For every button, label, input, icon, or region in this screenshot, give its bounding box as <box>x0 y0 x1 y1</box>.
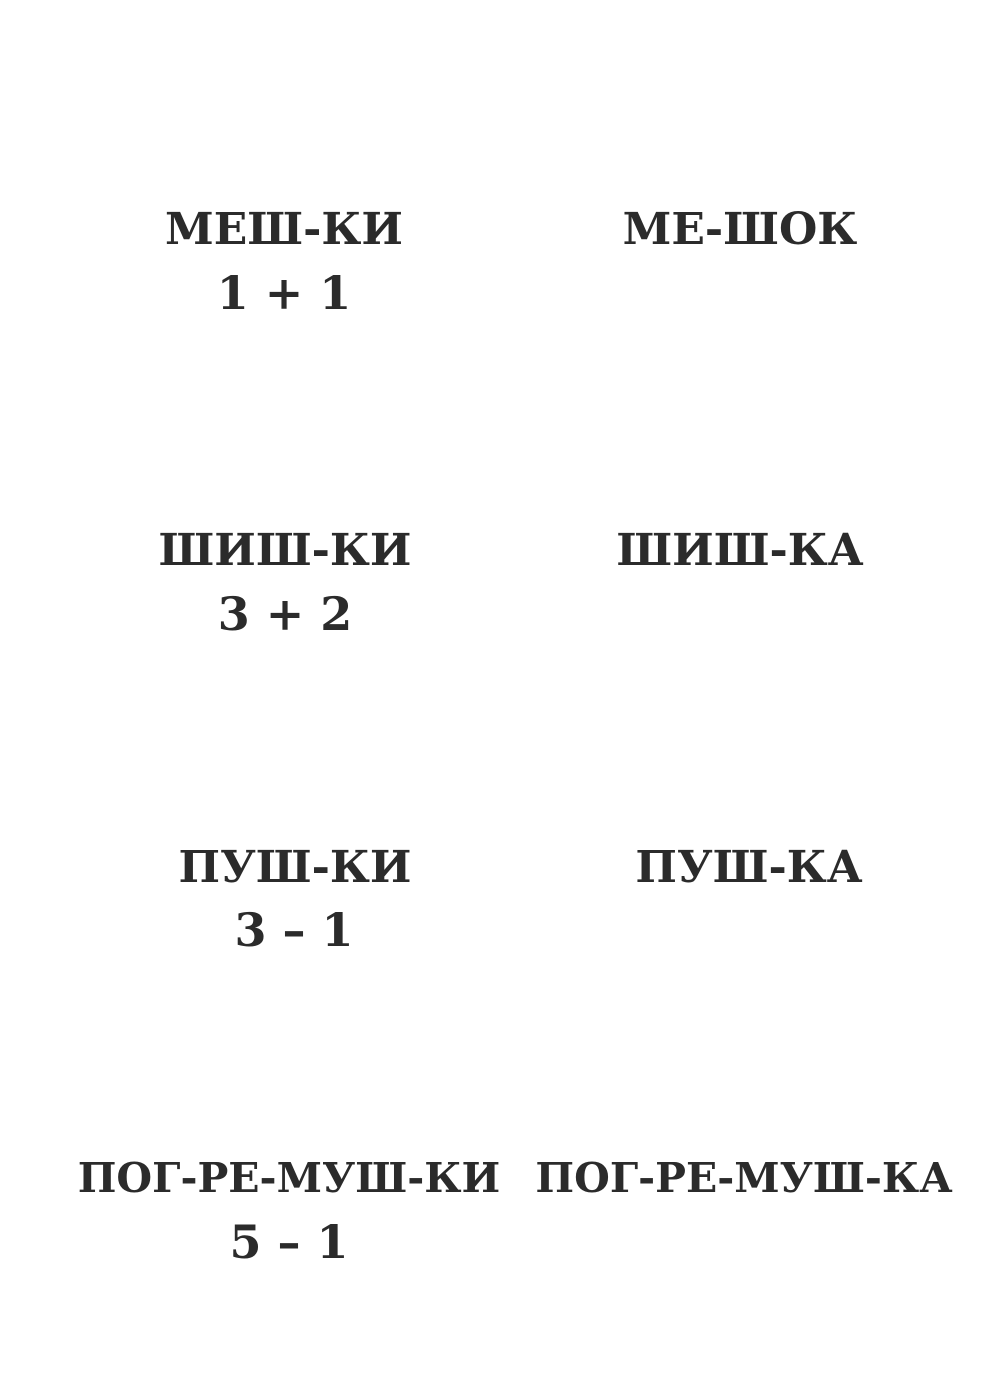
singular-word: МЕ-ШОК <box>622 204 858 255</box>
singular-word: ШИШ-КА <box>616 525 864 576</box>
plural-word: МЕШ-КИ <box>165 204 403 255</box>
plural-word: ПОГ-РЕ-МУШ-КИ <box>77 1154 501 1202</box>
plural-word: ШИШ-КИ <box>158 525 412 576</box>
count-expression: 3 – 1 <box>234 903 354 957</box>
count-expression: 5 – 1 <box>229 1215 349 1269</box>
singular-word: ПУШ-КА <box>635 842 863 893</box>
count-expression: 3 + 2 <box>217 587 353 641</box>
singular-word: ПОГ-РЕ-МУШ-КА <box>535 1154 953 1202</box>
plural-word: ПУШ-КИ <box>178 842 412 893</box>
count-expression: 1 + 1 <box>216 266 352 320</box>
